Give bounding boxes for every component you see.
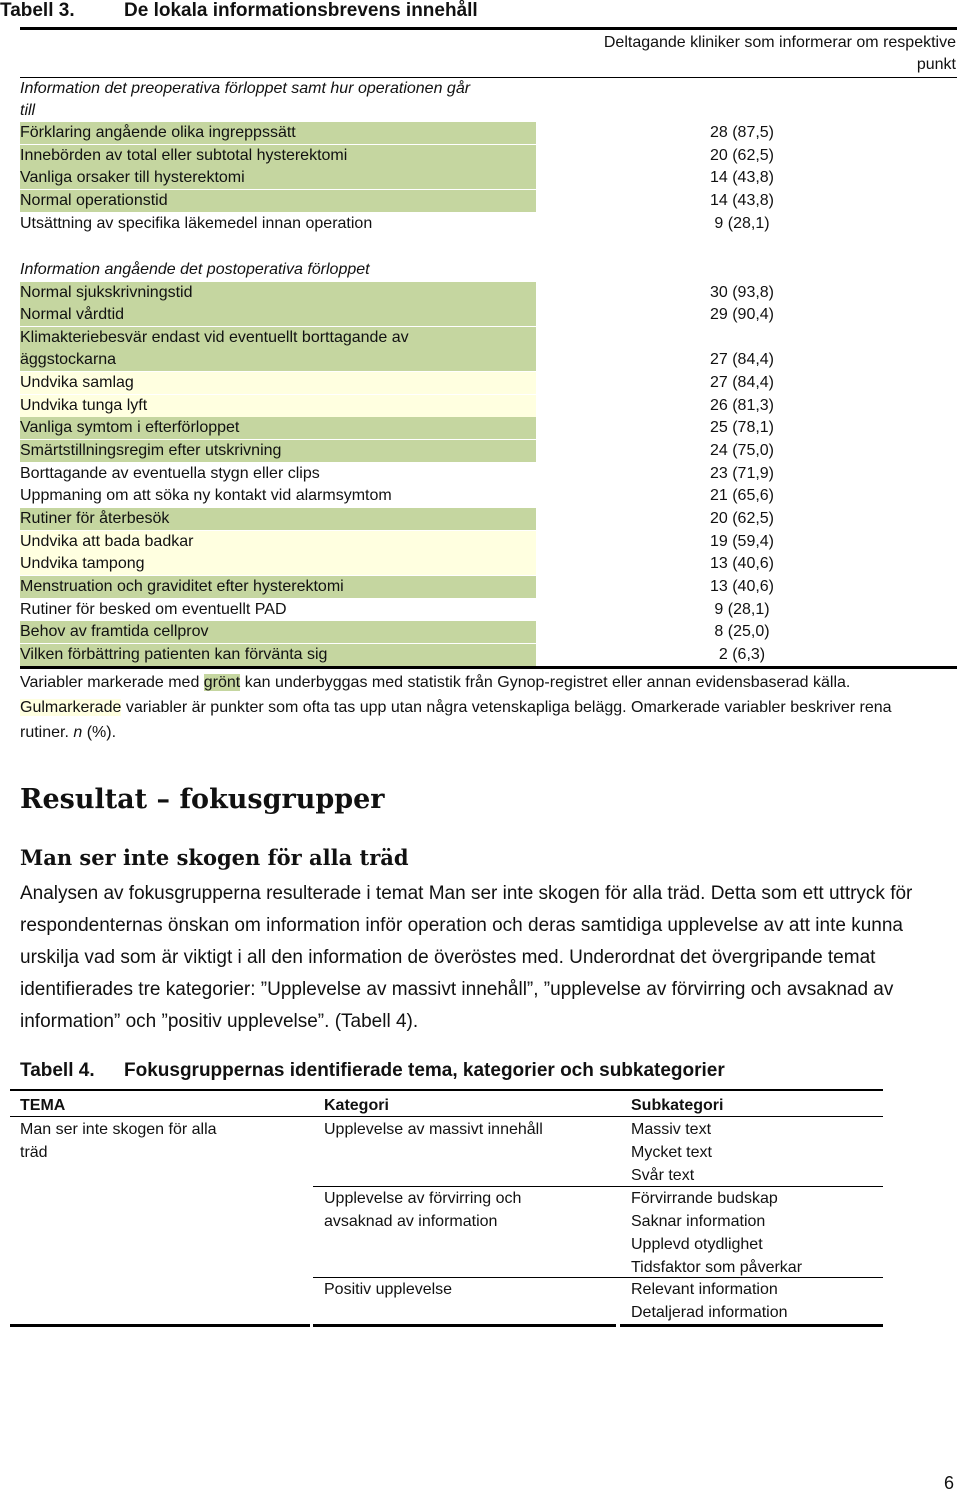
column-header-line2: punkt: [916, 56, 956, 73]
footnote-yellow-word: Gulmarkerade: [20, 699, 122, 716]
table4-top-rule: [10, 1089, 883, 1091]
row-value: 21 (65,6): [709, 487, 775, 505]
body-paragraph: Analysen av fokusgrupperna resulterade i temat Man ser inte skogen för alla träd. Detta som ett uttryck för respondenternas önskan om information inför operation och deras samtidiga upplevelse av att inte kunna urskilja vad som är viktigt i all den information de överöstes med. Underordnat det övergripande temat identifierades tre kategorier: ”Upplevelse av massivt innehåll”, ”upplevelse av förvirring och avsaknad av information” och ”positiv upplevelse”. (Tabell 4).: [20, 883, 913, 1032]
row-label: Rutiner för återbesök: [20, 510, 170, 527]
subcategory: Detaljerad information: [631, 1304, 788, 1321]
row-label: Uppmaning om att söka ny kontakt vid alarmsymtom: [20, 487, 392, 505]
subcategory: Saknar information: [631, 1213, 766, 1230]
table4-header-subkategori: Subkategori: [631, 1097, 724, 1114]
footnote-text: Variabler markerade med: [20, 674, 204, 691]
table-row: [20, 349, 536, 371]
row-label: Normal sjukskrivningstid: [20, 283, 193, 301]
footnote-green-word: grönt: [203, 674, 241, 691]
footnote-text: kan underbyggas med statistik från Gynop-registret eller annan evidensbaserad källa.: [240, 674, 851, 691]
row-value: 27 (84,4): [709, 351, 775, 369]
row-label: Vilken förbättring patienten kan förvänta sig: [20, 645, 328, 663]
row-label: Innebörden av total eller subtotal hysterektomi: [20, 146, 348, 164]
table4-bottom-rule: [313, 1324, 616, 1327]
row-value: 30 (93,8): [709, 283, 775, 301]
table4-header-rule: [10, 1116, 883, 1117]
table4-subcategories-1: [631, 1118, 712, 1187]
section-heading-line2: till: [20, 102, 36, 119]
row-label: Förklaring angående olika ingreppssätt: [20, 124, 296, 141]
table3-section-postoperative: Information angående det postoperativa förloppet: [20, 261, 370, 278]
subcategory: Tidsfaktor som påverkar: [631, 1259, 803, 1276]
row-label: Undvika att bada badkar: [20, 532, 194, 550]
table3-caption: [0, 0, 478, 22]
row-value: 24 (75,0): [709, 442, 775, 460]
table-row: [20, 395, 536, 417]
table3-title: De lokala informationsbrevens innehåll: [124, 0, 478, 21]
subcategory: Relevant information: [631, 1281, 778, 1298]
row-value: 2 (6,3): [718, 645, 766, 663]
table4-subcategories-3: [631, 1278, 788, 1324]
subsection-heading: Man ser inte skogen för alla träd: [20, 845, 409, 870]
table-row: [20, 599, 536, 621]
category-name: Upplevelse av massivt innehåll: [324, 1121, 543, 1138]
table4-label: Tabell 4.: [20, 1060, 95, 1081]
table-row: [20, 440, 536, 462]
subcategory: Mycket text: [631, 1144, 712, 1161]
table4-header-kategori: Kategori: [324, 1097, 389, 1114]
row-value: 20 (62,5): [709, 146, 775, 164]
row-value: 27 (84,4): [709, 374, 775, 392]
table4-subcategories-2: [631, 1187, 802, 1279]
table-row: [20, 167, 536, 189]
table-row: [20, 463, 536, 485]
row-label: Normal vårdtid: [20, 306, 125, 324]
footnote-text: (%).: [82, 724, 117, 741]
subcategory: Massiv text: [631, 1121, 712, 1138]
footnote-line1: [20, 670, 955, 695]
row-label: Vanliga symtom i efterförloppet: [20, 419, 240, 437]
row-value: 26 (81,3): [709, 396, 775, 414]
row-value: 13 (40,6): [709, 555, 775, 573]
row-value: 9 (28,1): [714, 214, 770, 232]
table-row: [20, 553, 536, 575]
row-value: 28 (87,5): [709, 124, 775, 141]
row-label: Utsättning av specifika läkemedel innan operation: [20, 214, 373, 232]
row-label: Vanliga orsaker till hysterektomi: [20, 169, 245, 187]
row-label: Smärtstillningsregim efter utskrivning: [20, 442, 282, 460]
row-value: 29 (90,4): [709, 306, 775, 324]
row-label: Klimakteriebesvär endast vid eventuellt borttagande av: [20, 328, 409, 346]
theme-line1: Man ser inte skogen för alla: [20, 1121, 217, 1138]
table-row: [20, 508, 536, 530]
row-value: 14 (43,8): [709, 169, 775, 187]
footnote-text: rutiner.: [20, 724, 74, 741]
table-row: [20, 282, 536, 304]
row-value: 14 (43,8): [709, 191, 775, 209]
row-value: 23 (71,9): [709, 464, 775, 482]
table4-title: Fokusgruppernas identifierade tema, kategorier och subkategorier: [124, 1060, 725, 1081]
table3-footnote: [20, 670, 955, 745]
table-row: [20, 485, 536, 507]
row-value: 8 (25,0): [714, 623, 770, 641]
footnote-n: n: [73, 724, 83, 741]
row-label: Undvika tunga lyft: [20, 396, 148, 414]
table-row: [20, 644, 536, 666]
row-value: 19 (59,4): [709, 532, 775, 550]
row-value: 13 (40,6): [709, 577, 775, 595]
row-value: 9 (28,1): [714, 600, 770, 618]
table4-bottom-rule: [10, 1324, 310, 1327]
category-name: avsaknad av information: [324, 1213, 498, 1230]
table-row: [20, 372, 536, 394]
row-label: Undvika samlag: [20, 374, 134, 392]
subcategory: Upplevd otydlighet: [631, 1236, 763, 1253]
table4-category-3: [324, 1278, 452, 1301]
table4-theme: [20, 1118, 217, 1164]
row-label: Borttagande av eventuella stygn eller clips: [20, 464, 320, 482]
table-row: [20, 304, 536, 326]
subcategory: Förvirrande budskap: [631, 1190, 778, 1207]
row-value: 25 (78,1): [709, 419, 775, 437]
row-label: äggstockarna: [20, 351, 117, 369]
subcategory: Svår text: [631, 1167, 695, 1184]
table-row: [20, 417, 536, 439]
column-header-line1: Deltagande kliniker som informerar om respektive: [603, 34, 956, 51]
table4-header-tema: TEMA: [20, 1097, 66, 1114]
table-row: [20, 531, 536, 553]
table-row: [20, 145, 536, 167]
theme-line2: träd: [20, 1144, 48, 1161]
table-row: [20, 122, 536, 144]
category-name: Upplevelse av förvirring och: [324, 1190, 522, 1207]
table3-bottom-rule: [20, 666, 957, 669]
table4-caption: [20, 1060, 725, 1082]
section-heading: Resultat – fokusgrupper: [20, 784, 385, 815]
row-value: 20 (62,5): [709, 510, 775, 527]
row-label: Behov av framtida cellprov: [20, 623, 209, 641]
row-label: Normal operationstid: [20, 191, 168, 209]
row-label: Undvika tampong: [20, 555, 145, 573]
section-heading-line1: Information det preoperativa förloppet samt hur operationen går: [20, 80, 471, 97]
footnote-text: variabler är punkter som ofta tas upp utan några vetenskapliga belägg. Omarkerade variabler beskriver rena: [121, 699, 892, 716]
table3-column-header: [536, 32, 956, 76]
footnote-line3: [20, 720, 955, 745]
page-number: 6: [943, 1473, 954, 1493]
row-label: Rutiner för besked om eventuellt PAD: [20, 600, 287, 618]
table3-section-preoperative: [20, 78, 470, 122]
table3-top-rule: [20, 27, 957, 30]
table-row: [20, 190, 536, 212]
table3-label: Tabell 3.: [0, 0, 75, 21]
table4-category-2: [324, 1187, 521, 1233]
table-row: [20, 621, 536, 643]
table-row: [20, 576, 536, 598]
table-row: [20, 213, 536, 235]
row-label: Menstruation och graviditet efter hysterektomi: [20, 577, 344, 595]
table4-category-1: [324, 1118, 543, 1141]
table-row: [20, 327, 536, 349]
footnote-line2: [20, 695, 955, 720]
category-name: Positiv upplevelse: [324, 1281, 453, 1298]
table4-bottom-rule: [620, 1324, 883, 1327]
